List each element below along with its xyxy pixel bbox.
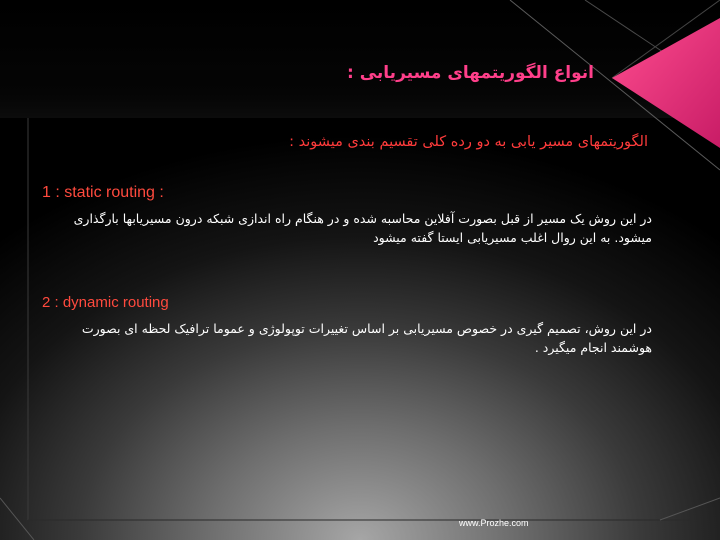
section-heading-static: 1 : static routing : <box>42 184 164 201</box>
section-text-static: در این روش یک مسیر از قبل بصورت آفلاین محاسبه شده و در هنگام راه اندازی شبکه درون مسیریابها بارگذاری میشود. به این روال اغلب مسیریابی ایستا گفته میشود <box>73 211 652 245</box>
slide-title: انواع الگوریتمهای مسیریابی : <box>347 63 594 83</box>
section-heading-dynamic: 2 : dynamic routing <box>42 294 169 311</box>
footer-website: www.Prozhe.com <box>459 518 529 528</box>
slide-subtitle: الگوریتمهای مسیر یابی به دو رده کلی تقسیم بندی میشوند : <box>289 134 648 150</box>
pink-triangle-accent <box>612 18 720 148</box>
section-text-dynamic: در این روش، تصمیم گیری در خصوص مسیریابی بر اساس تغییرات توپولوژی و عموما ترافیک لحظه ای بصورت هوشمند انجام میگیرد . <box>81 321 652 355</box>
corner-line-br <box>660 498 720 520</box>
corner-line-bl <box>0 498 34 540</box>
